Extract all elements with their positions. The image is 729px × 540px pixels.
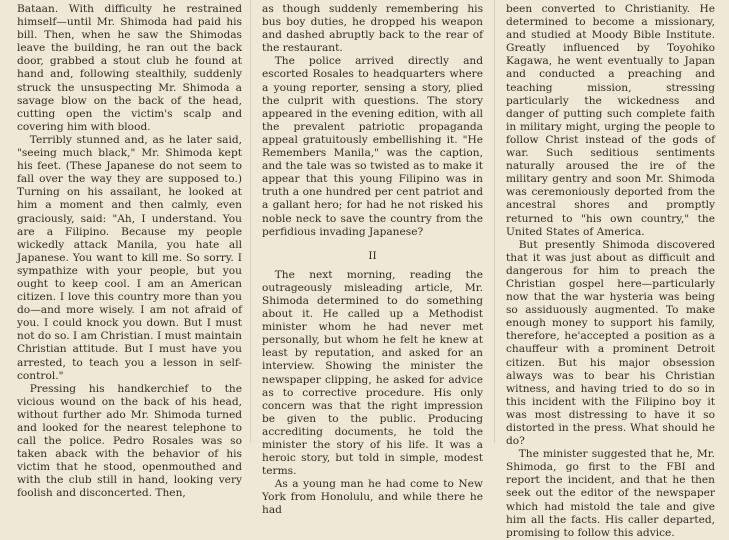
paragraph: Pressing his handkerchief to the vicious wound on the back of his head, without further ado Mr. Shimoda turned and looked for the nearest telephone to call the police. Pedro Rosales was so taken aback with the behavior of his victim that he stood, openmouthed and with the club still in hand, looking very foolish and disconcerted. Then, — [17, 382, 242, 500]
paragraph: Bataan. With difficulty he restrained himself—until Mr. Shimoda had paid his bill. Then, when he saw the Shimodas leave the building, he ran out the back door, grabbed a stout club he found at hand and, following stealthily, suddenly struck the unsuspecting Mr. Shimoda a savage blow on the back of the head, cutting open the victim's scalp and covering him with blood. — [17, 3, 242, 133]
paragraph: The police arrived directly and escorted Rosales to headquarters where a young reporter, sensing a story, plied the culprit with questions. The story appeared in the evening edition, with all the prevalent patriotic propaganda appeal gratuitously embellishing it. "He Remembers Manila," was the caption, and the tale was so twisted as to make it appear that this young Filipino was in truth a one hundred per cent patriot and a gallant hero; for had he not risked his noble neck to save the country from the perfidious invading Japanese? — [262, 55, 483, 238]
paragraph: The minister suggested that he, Mr. Shimoda, go first to the FBI and report the incident, and that he then seek out the editor of the newspaper which had mistold the tale and give him all the facts. His caller departed, promising to follow this advice. — [506, 448, 715, 539]
paragraph: been converted to Christianity. He determined to become a missionary, and studied at Moody Bible Institute. Greatly influenced by Toyohiko Kagawa, he went eventually to Japan and conducted a preaching and teaching mission, stressing particularly the wickedness and danger of putting such complete faith in military might, urging the people to follow Christ instead of the gods of war. Such seditious sentiments naturally aroused the ire of the military gentry and soon Mr. Shimoda was ceremoniously deported from the ancestral shores and promptly returned to "his own country," the United States of America. — [506, 3, 715, 238]
paragraph: But presently Shimoda discovered that it was just about as difficult and dangerous for him to preach the Christian gospel here—particularly now that the war hysteria was being so assiduously augmented. To make enough money to support his family, therefore, he'accepted a position as a chauffeur with a prominent Detroit citizen. But his major obsession always was to bear his Christian witness, and having tried to do so in this incident with the Filipino boy it was most distressing to have it so distorted in the press. What should he do? — [506, 238, 715, 448]
text-column-1 — [17, 3, 242, 500]
column-fold-left — [250, 0, 251, 443]
paragraph: as though suddenly remembering his bus boy duties, he dropped his weapon and dashed abruptly back to the rear of the restaurant. — [262, 3, 483, 55]
text-column-3 — [506, 3, 715, 539]
paragraph: Terribly stunned and, as he later said, "seeing much black," Mr. Shimoda kept his feet. (These Japanese do not seem to fall over the way they are supposed to.) Turning on his assailant, he looked at him a moment and then calmly, even graciously, said: "Ah, I understand. You are a Filipino. Because my people wickedly attack Manila, you hate all Japanese. You want to kill me. So sorry. I sympathize with your people, but you ought to keep cool. I am an American citizen. I love this country more than you do—and more wisely. I am not afraid of you. I could knock you down. But I must not do so. I am Christian. I must maintain Christian attitude. But I must have you arrested, to teach you a lesson in self-control." — [17, 133, 242, 382]
text-column-2 — [262, 3, 483, 517]
column-fold-right — [494, 0, 495, 443]
paragraph: The next morning, reading the outrageously misleading article, Mr. Shimoda determined to do something about it. He called up a Methodist minister whom he had never met personally, but whom he felt he knew at least by reputation, and asked for an interview. Showing the minister the newspaper clipping, he asked for advice as to corrective procedure. His only concern was that the right impression be given to the public. Producing accrediting documents, he told the minister the story of his life. It was a heroic story, but told in simple, modest terms. — [262, 268, 483, 478]
section-heading: II — [368, 249, 377, 262]
paragraph: As a young man he had come to New York from Honolulu, and while there he had — [262, 478, 483, 517]
